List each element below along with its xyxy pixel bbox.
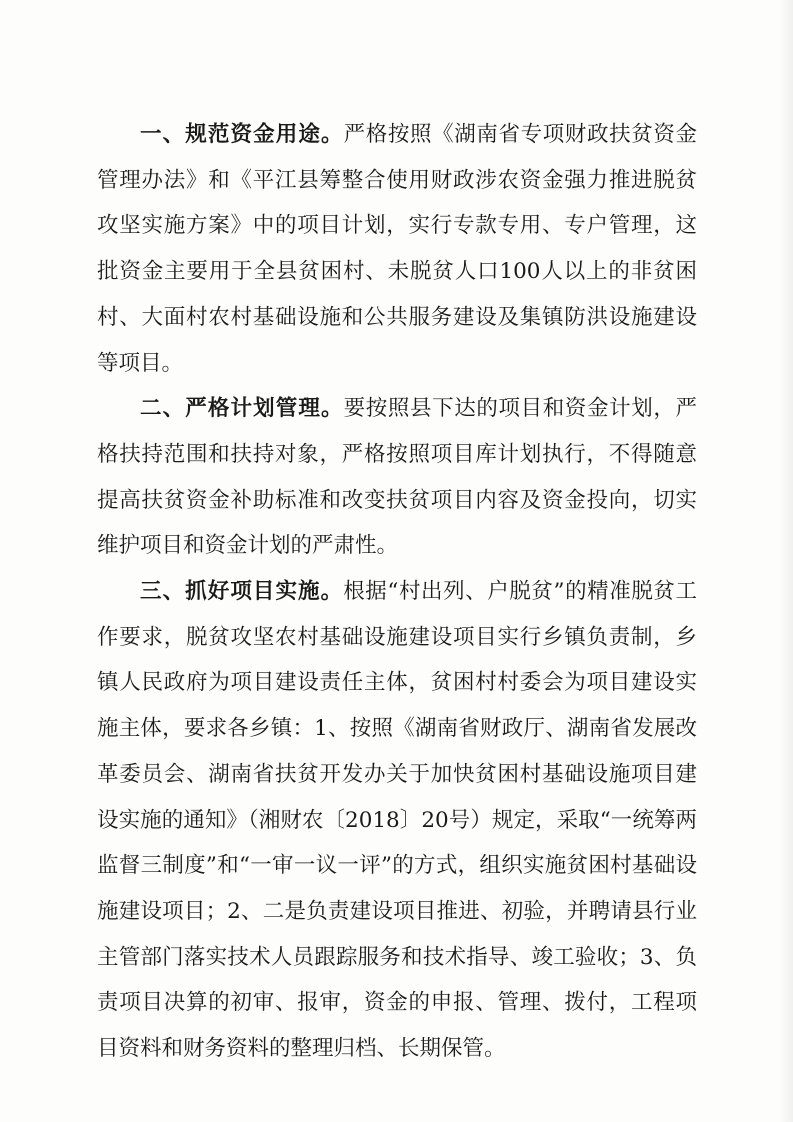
document-body: [97, 112, 697, 1072]
paragraph-text: 严格按照《湖南省专项财政扶贫资金管理办法》和《平江县筹整合使用财政涉农资金强力推进脱贫攻坚实施方案》中的项目计划，实行专款专用、专户管理，这批资金主要用于全县贫困村、未脱贫人口100人以上的非贫困村、大面村农村基础设施和公共服务建设及集镇防洪设施建设等项目。: [97, 122, 697, 376]
paragraph-plan-management: [97, 386, 697, 569]
paragraph-heading: 三、抓好项目实施。: [140, 579, 344, 605]
scan-edge-shadow: [779, 0, 793, 1122]
paragraph-heading: 一、规范资金用途。: [140, 122, 344, 147]
paragraph-heading: 二、严格计划管理。: [140, 396, 344, 422]
paragraph-text: 要按照县下达的项目和资金计划，严格扶持范围和扶持对象，严格按照项目库计划执行，不得随意提高扶贫资金补助标准和改变扶贫项目内容及资金投向，切实维护项目和资金计划的严肃性。: [97, 396, 697, 559]
paragraph-text: 根据“村出列、户脱贫”的精准脱贫工作要求，脱贫攻坚农村基础设施建设项目实行乡镇负责制，乡镇人民政府为项目建设责任主体，贫困村村委会为项目建设实施主体，要求各乡镇：1、按照《湖南省财政厅、湖南省发展改革委员会、湖南省扶贫开发办关于加快贫困村基础设施项目建设实施的通知》（湘财农〔2018〕20号）规定，采取“一统筹两监督三制度”和“一审一议一评”的方式，组织实施贫困村基础设施建设项目；2、二是负责建设项目推进、初验，并聘请县行业主管部门落实技术人员跟踪服务和技术指导、竣工验收；3、负责项目决算的初审、报审，资金的申报、管理、拨付，工程项目资料和财务资料的整理归档、长期保管。: [97, 579, 697, 1062]
paragraph-project-implementation: [97, 569, 697, 1072]
paragraph-fund-usage: [97, 112, 697, 386]
